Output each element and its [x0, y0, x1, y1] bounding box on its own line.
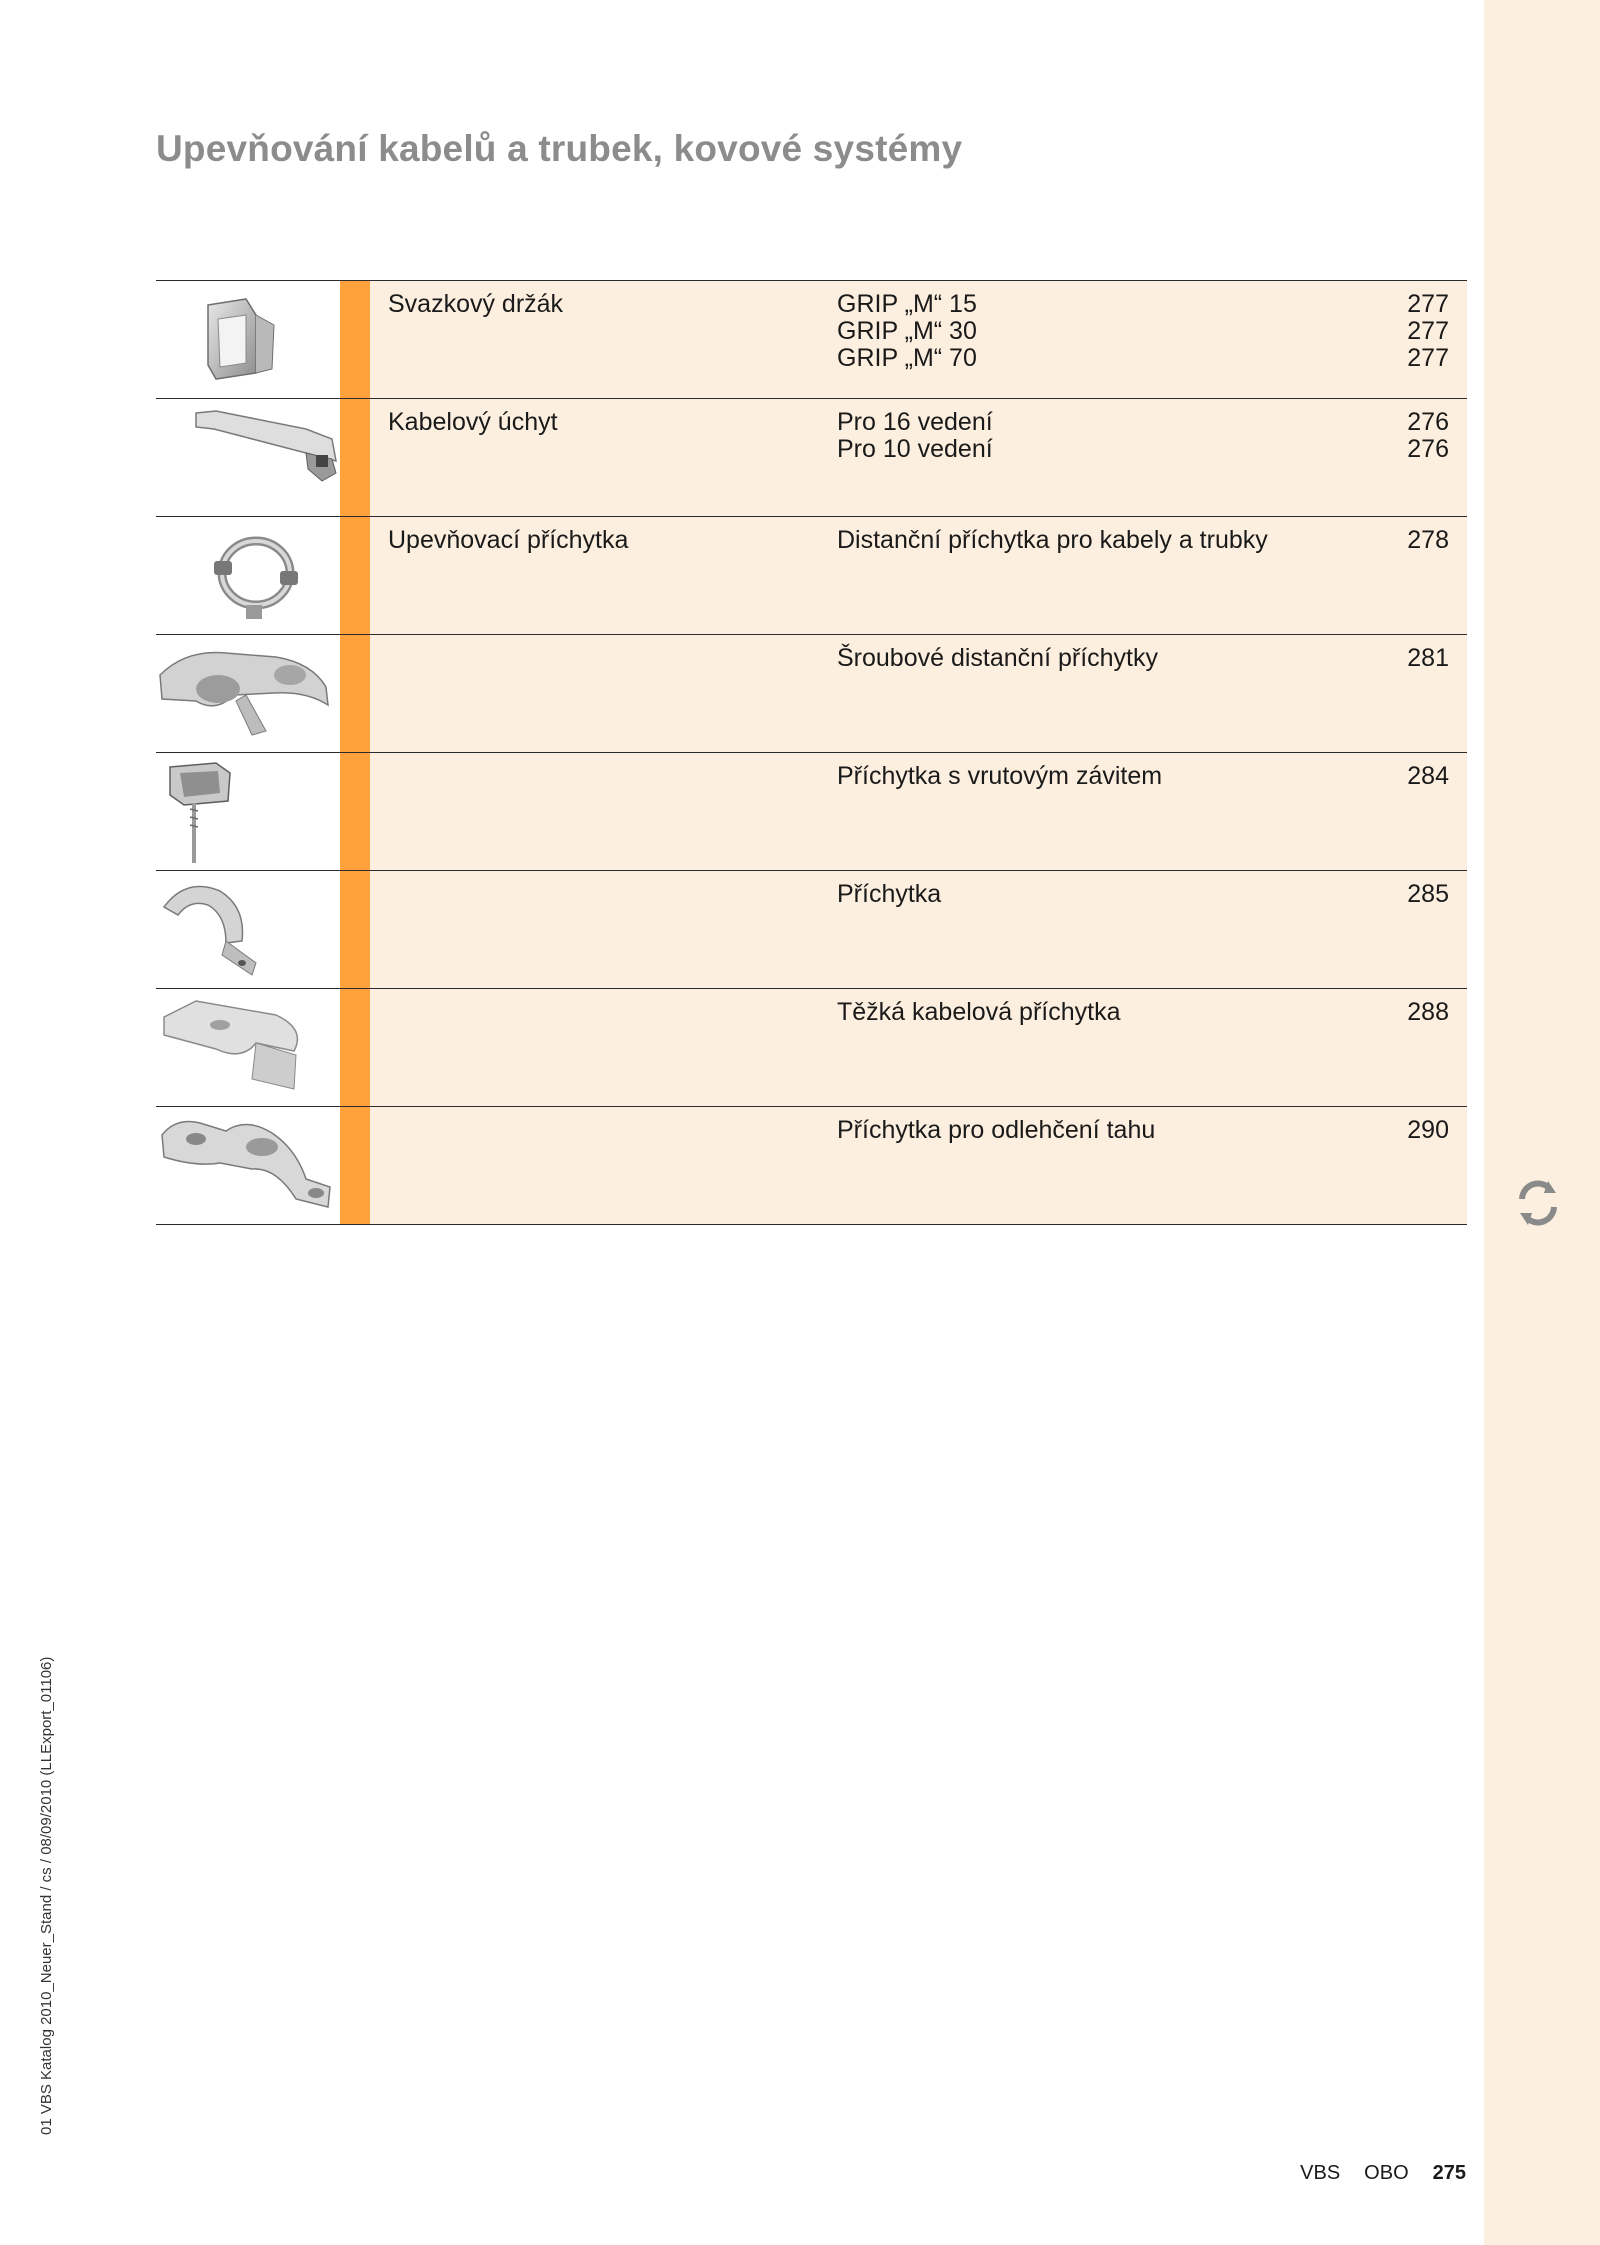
- row-content: [370, 399, 1467, 516]
- row-content: [370, 989, 1467, 1106]
- item-page: 276: [1407, 408, 1449, 436]
- accent-bar: [340, 281, 370, 398]
- accent-bar: [340, 989, 370, 1106]
- bundle-holder-icon: [156, 281, 340, 398]
- item-name: GRIP „M“ 15: [837, 290, 977, 318]
- item-name: Pro 16 vedení: [837, 408, 993, 436]
- table-row: [156, 281, 1467, 399]
- item-page: 288: [1407, 998, 1449, 1026]
- screw-spacer-clamp-icon: [156, 635, 340, 752]
- list-item[interactable]: [837, 999, 1449, 1026]
- item-page: 278: [1407, 526, 1449, 554]
- list-item[interactable]: [837, 527, 1449, 554]
- accent-bar: [340, 871, 370, 988]
- list-item[interactable]: [837, 345, 1449, 372]
- footer-vertical-text: 01 VBS Katalog 2010_Neuer_Stand / cs / 08/09/2010 (LLExport_01106): [38, 1656, 55, 2135]
- category-label: Upevňovací příchytka: [388, 526, 629, 554]
- list-item[interactable]: [837, 318, 1449, 345]
- cable-strap-icon: [156, 399, 340, 516]
- table-row: [156, 753, 1467, 871]
- spacer-clamp-icon: [156, 517, 340, 634]
- item-name: GRIP „M“ 30: [837, 317, 977, 345]
- table-row: [156, 635, 1467, 753]
- list-item[interactable]: [837, 436, 1449, 463]
- list-item[interactable]: [837, 881, 1449, 908]
- list-item[interactable]: [837, 763, 1449, 790]
- item-page: 277: [1407, 344, 1449, 372]
- accent-bar: [340, 753, 370, 870]
- table-row: [156, 517, 1467, 635]
- list-item[interactable]: [837, 409, 1449, 436]
- table-row: [156, 871, 1467, 989]
- row-content: [370, 753, 1467, 870]
- table-row: [156, 1107, 1467, 1225]
- list-item[interactable]: [837, 291, 1449, 318]
- item-name: Distanční příchytka pro kabely a trubky: [837, 526, 1268, 554]
- item-list: [837, 645, 1449, 672]
- item-list: [837, 999, 1449, 1026]
- category-label: Svazkový držák: [388, 290, 564, 318]
- item-page: 277: [1407, 317, 1449, 345]
- item-page: 277: [1407, 290, 1449, 318]
- list-item[interactable]: [837, 645, 1449, 672]
- heavy-cable-clamp-icon: [156, 989, 340, 1106]
- item-name: Příchytka s vrutovým závitem: [837, 762, 1163, 790]
- item-list: [837, 881, 1449, 908]
- cycle-arrows-icon: [1512, 1177, 1564, 1234]
- list-item[interactable]: [837, 1117, 1449, 1144]
- item-list: [837, 527, 1449, 554]
- page-number: 275: [1432, 2162, 1466, 2184]
- table-row: [156, 399, 1467, 517]
- row-content: [370, 517, 1467, 634]
- catalog-table: [156, 280, 1467, 1225]
- item-list: [837, 291, 1449, 372]
- footer-brand-obo: OBO: [1364, 2162, 1409, 2184]
- clamp-icon: [156, 871, 340, 988]
- item-list: [837, 409, 1449, 463]
- item-page: 276: [1407, 435, 1449, 463]
- accent-bar: [340, 517, 370, 634]
- accent-bar: [340, 399, 370, 516]
- footer: [1276, 2162, 1466, 2185]
- row-content: [370, 635, 1467, 752]
- item-name: Příchytka pro odlehčení tahu: [837, 1116, 1156, 1144]
- category-label: Kabelový úchyt: [388, 408, 558, 436]
- strain-relief-clamp-icon: [156, 1107, 340, 1224]
- accent-bar: [340, 1107, 370, 1224]
- item-list: [837, 763, 1449, 790]
- footer-brand-vbs: VBS: [1300, 2162, 1341, 2184]
- accent-bar: [340, 635, 370, 752]
- row-content: [370, 1107, 1467, 1224]
- row-content: [370, 281, 1467, 398]
- side-band: [1484, 0, 1600, 2245]
- row-content: [370, 871, 1467, 988]
- item-page: 284: [1407, 762, 1449, 790]
- item-page: 290: [1407, 1116, 1449, 1144]
- item-name: Pro 10 vedení: [837, 435, 993, 463]
- item-name: GRIP „M“ 70: [837, 344, 977, 372]
- wood-screw-clamp-icon: [156, 753, 340, 870]
- item-name: Příchytka: [837, 880, 942, 908]
- item-page: 281: [1407, 644, 1449, 672]
- item-name: Šroubové distanční příchytky: [837, 644, 1158, 672]
- item-name: Těžká kabelová příchytka: [837, 998, 1121, 1026]
- page-title: Upevňování kabelů a trubek, kovové systémy: [156, 128, 963, 169]
- item-page: 285: [1407, 880, 1449, 908]
- item-list: [837, 1117, 1449, 1144]
- table-row: [156, 989, 1467, 1107]
